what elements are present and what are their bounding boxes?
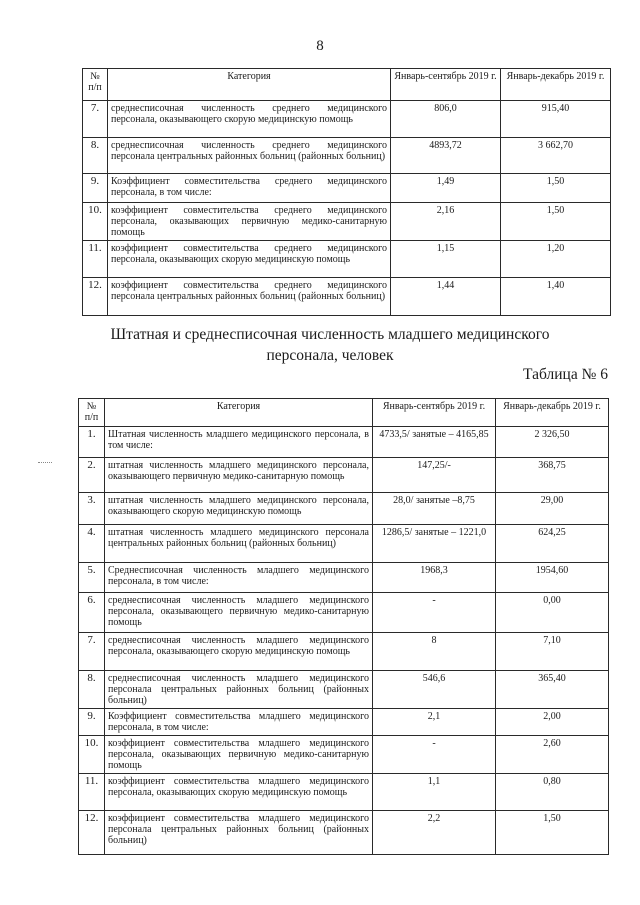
row-value-jan-dec: 1,50 bbox=[501, 174, 611, 203]
row-value-jan-sep: - bbox=[373, 736, 496, 774]
row-value-jan-sep: 2,16 bbox=[391, 203, 501, 241]
table-row bbox=[83, 138, 611, 174]
table-row bbox=[79, 811, 609, 855]
row-value-jan-dec: 2,00 bbox=[496, 709, 609, 736]
row-num: 9. bbox=[83, 174, 108, 203]
row-category: среднесписочная численность младшего медицинского персонала центральных районных больниц (районных больниц) bbox=[105, 671, 373, 709]
row-category: коэффициент совместительства среднего медицинского персонала, оказывающих первичную медико-санитарную помощь bbox=[108, 203, 391, 241]
row-num: 11. bbox=[83, 241, 108, 278]
junior-staff-table bbox=[78, 398, 609, 855]
header-num: № п/п bbox=[79, 399, 105, 427]
row-category: штатная численность младшего медицинского персонала, оказывающего скорую медицинскую помощь bbox=[105, 493, 373, 525]
row-category: коэффициент совместительства младшего медицинского персонала, оказывающих первичную медико-санитарную помощь bbox=[105, 736, 373, 774]
row-value-jan-sep: 1,44 bbox=[391, 278, 501, 316]
row-value-jan-dec: 1,40 bbox=[501, 278, 611, 316]
row-num: 12. bbox=[79, 811, 105, 855]
row-category: Штатная численность младшего медицинского персонала, в том числе: bbox=[105, 427, 373, 458]
table-row bbox=[83, 278, 611, 316]
section-heading-line-1: Штатная и среднесписочная численность младшего медицинского bbox=[110, 326, 550, 343]
table-row bbox=[79, 709, 609, 736]
row-value-jan-sep: 2,2 bbox=[373, 811, 496, 855]
row-category: среднесписочная численность среднего медицинского персонала, оказывающего скорую медицинскую помощь bbox=[108, 101, 391, 138]
row-value-jan-dec: 624,25 bbox=[496, 525, 609, 563]
row-value-jan-dec: 0,00 bbox=[496, 593, 609, 633]
row-num: 10. bbox=[83, 203, 108, 241]
row-value-jan-sep: 1,49 bbox=[391, 174, 501, 203]
row-value-jan-dec: 0,80 bbox=[496, 774, 609, 811]
row-value-jan-sep: 806,0 bbox=[391, 101, 501, 138]
row-value-jan-sep: 4733,5/ занятые – 4165,85 bbox=[373, 427, 496, 458]
row-num: 12. bbox=[83, 278, 108, 316]
margin-mark bbox=[38, 462, 52, 463]
header-category: Категория bbox=[105, 399, 373, 427]
table-row bbox=[79, 593, 609, 633]
row-num: 8. bbox=[79, 671, 105, 709]
row-num: 11. bbox=[79, 774, 105, 811]
row-num: 7. bbox=[83, 101, 108, 138]
row-value-jan-dec: 7,10 bbox=[496, 633, 609, 671]
row-num: 3. bbox=[79, 493, 105, 525]
row-num: 6. bbox=[79, 593, 105, 633]
table-row bbox=[79, 671, 609, 709]
row-category: Коэффициент совместительства младшего медицинского персонала, в том числе: bbox=[105, 709, 373, 736]
row-value-jan-dec: 368,75 bbox=[496, 458, 609, 493]
row-category: штатная численность младшего медицинского персонала центральных районных больниц (районных больниц) bbox=[105, 525, 373, 563]
row-value-jan-sep: - bbox=[373, 593, 496, 633]
row-value-jan-dec: 915,40 bbox=[501, 101, 611, 138]
row-value-jan-sep: 546,6 bbox=[373, 671, 496, 709]
table-row bbox=[79, 563, 609, 593]
header-period-jan-dec: Январь-декабрь 2019 г. bbox=[496, 399, 609, 427]
row-category: среднесписочная численность среднего медицинского персонала центральных районных больниц (районных больниц) bbox=[108, 138, 391, 174]
row-value-jan-sep: 1,15 bbox=[391, 241, 501, 278]
row-value-jan-sep: 28,0/ занятые –8,75 bbox=[373, 493, 496, 525]
row-category: коэффициент совместительства среднего медицинского персонала центральных районных больниц (районных больниц) bbox=[108, 278, 391, 316]
header-period-jan-dec: Январь-декабрь 2019 г. bbox=[501, 69, 611, 101]
table-row bbox=[79, 493, 609, 525]
header-num: № п/п bbox=[83, 69, 108, 101]
row-value-jan-sep: 4893,72 bbox=[391, 138, 501, 174]
row-value-jan-dec: 1954,60 bbox=[496, 563, 609, 593]
row-value-jan-sep: 147,25/- bbox=[373, 458, 496, 493]
header-period-jan-sep: Январь-сентябрь 2019 г. bbox=[391, 69, 501, 101]
row-value-jan-sep: 1,1 bbox=[373, 774, 496, 811]
table-header-row bbox=[79, 399, 609, 427]
section-heading-line-2: персонала, человек bbox=[266, 347, 394, 364]
row-num: 8. bbox=[83, 138, 108, 174]
table-row bbox=[79, 774, 609, 811]
row-category: коэффициент совместительства младшего медицинского персонала центральных районных больниц (районных больниц) bbox=[105, 811, 373, 855]
row-value-jan-dec: 2 326,50 bbox=[496, 427, 609, 458]
table-row bbox=[79, 427, 609, 458]
row-value-jan-dec: 1,50 bbox=[496, 811, 609, 855]
table-row bbox=[79, 633, 609, 671]
row-category: штатная численность младшего медицинского персонала, оказывающего первичную медико-санитарную помощь bbox=[105, 458, 373, 493]
row-num: 1. bbox=[79, 427, 105, 458]
row-category: коэффициент совместительства среднего медицинского персонала, оказывающих скорую медицинскую помощь bbox=[108, 241, 391, 278]
table-row bbox=[83, 241, 611, 278]
row-category: среднесписочная численность младшего медицинского персонала, оказывающего скорую медицинскую помощь bbox=[105, 633, 373, 671]
table-row bbox=[83, 101, 611, 138]
header-period-jan-sep: Январь-сентябрь 2019 г. bbox=[373, 399, 496, 427]
row-value-jan-dec: 29,00 bbox=[496, 493, 609, 525]
row-value-jan-sep: 8 bbox=[373, 633, 496, 671]
row-value-jan-sep: 1968,3 bbox=[373, 563, 496, 593]
table-row bbox=[79, 736, 609, 774]
staff-table-continued bbox=[82, 68, 611, 316]
row-category: Коэффициент совместительства среднего медицинского персонала, в том числе: bbox=[108, 174, 391, 203]
row-value-jan-dec: 365,40 bbox=[496, 671, 609, 709]
row-value-jan-sep: 2,1 bbox=[373, 709, 496, 736]
header-category: Категория bbox=[108, 69, 391, 101]
row-value-jan-dec: 1,20 bbox=[501, 241, 611, 278]
table-row bbox=[79, 458, 609, 493]
table-row bbox=[79, 525, 609, 563]
row-value-jan-dec: 2,60 bbox=[496, 736, 609, 774]
table-row bbox=[83, 174, 611, 203]
table-row bbox=[83, 203, 611, 241]
row-num: 9. bbox=[79, 709, 105, 736]
row-num: 10. bbox=[79, 736, 105, 774]
row-category: коэффициент совместительства младшего медицинского персонала, оказывающих скорую медицинскую помощь bbox=[105, 774, 373, 811]
row-category: среднесписочная численность младшего медицинского персонала, оказывающего первичную медико-санитарную помощь bbox=[105, 593, 373, 633]
row-value-jan-dec: 3 662,70 bbox=[501, 138, 611, 174]
row-value-jan-sep: 1286,5/ занятые – 1221,0 bbox=[373, 525, 496, 563]
page-number: 8 bbox=[316, 38, 324, 54]
row-num: 5. bbox=[79, 563, 105, 593]
row-num: 7. bbox=[79, 633, 105, 671]
row-num: 4. bbox=[79, 525, 105, 563]
row-value-jan-dec: 1,50 bbox=[501, 203, 611, 241]
row-category: Среднесписочная численность младшего медицинского персонала, в том числе: bbox=[105, 563, 373, 593]
row-num: 2. bbox=[79, 458, 105, 493]
table-number-label: Таблица № 6 bbox=[523, 366, 608, 383]
table-header-row bbox=[83, 69, 611, 101]
